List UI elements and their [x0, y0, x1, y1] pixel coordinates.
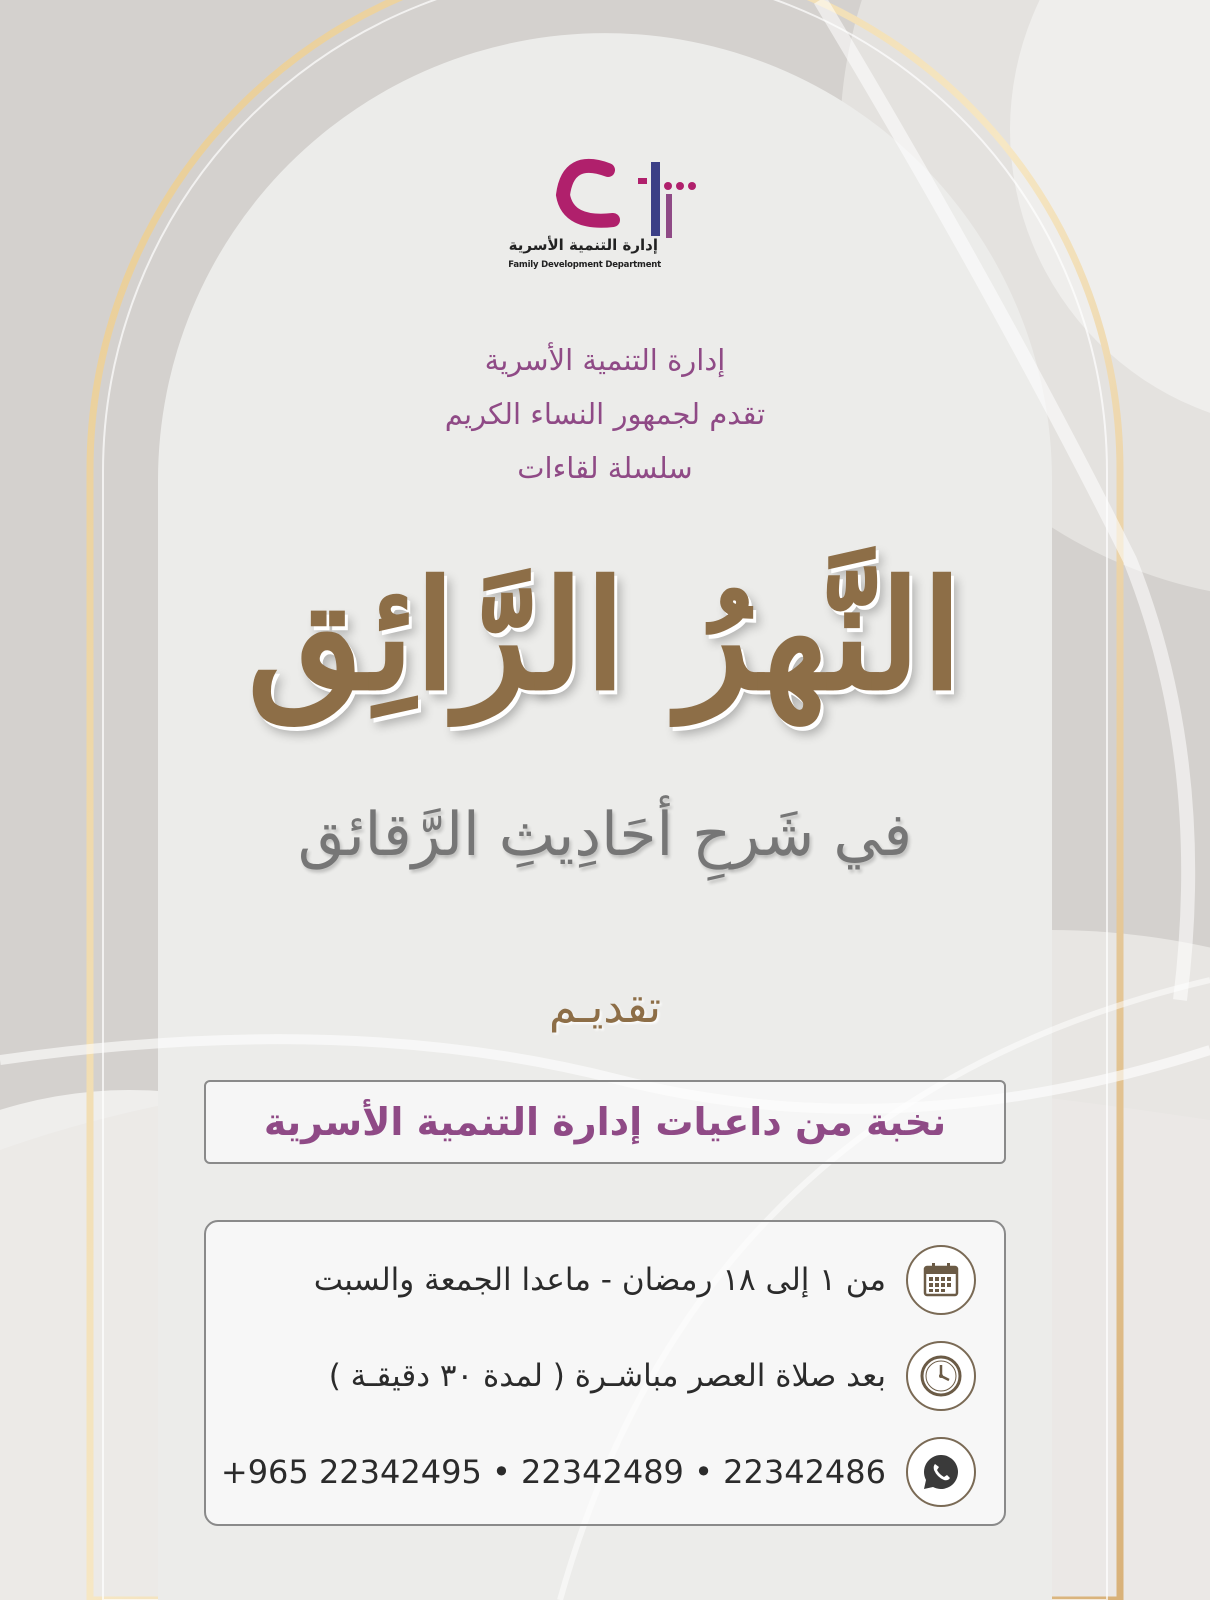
presenter-box	[204, 1080, 1006, 1164]
phone-numbers: +965 22342495 • 22342489 • 22342486	[220, 1453, 886, 1491]
info-box	[204, 1220, 1006, 1526]
calendar-icon	[906, 1245, 976, 1315]
time-text: بعد صلاة العصر مباشـرة ( لمدة ٣٠ دقيقـة )	[328, 1358, 886, 1394]
family-development-logo-icon	[488, 150, 718, 240]
date-text: من ١ إلى ١٨ رمضان - ماعدا الجمعة والسبت	[313, 1262, 886, 1298]
whatsapp-icon	[906, 1437, 976, 1507]
date-row	[206, 1242, 1006, 1318]
presenter-name: نخبة من داعيات إدارة التنمية الأسرية	[263, 1100, 947, 1144]
logo-arabic-name: إدارة التنمية الأسرية	[508, 236, 658, 254]
main-title: النَّهرُ الرَّائِق	[247, 548, 963, 724]
logo	[488, 150, 718, 280]
presenter-label: تقديـم	[548, 982, 662, 1033]
subtitle: في شَرحِ أحَادِيثِ الرَّقائق	[297, 800, 913, 870]
phone-row	[206, 1434, 1006, 1510]
intro-line-1: إدارة التنمية الأسرية	[484, 343, 726, 377]
intro-line-3: سلسلة لقاءات	[517, 451, 693, 485]
time-row	[206, 1338, 1006, 1414]
clock-icon	[906, 1341, 976, 1411]
logo-english-name: Family Development Department	[508, 260, 661, 270]
intro-line-2: تقدم لجمهور النساء الكريم	[444, 397, 766, 431]
